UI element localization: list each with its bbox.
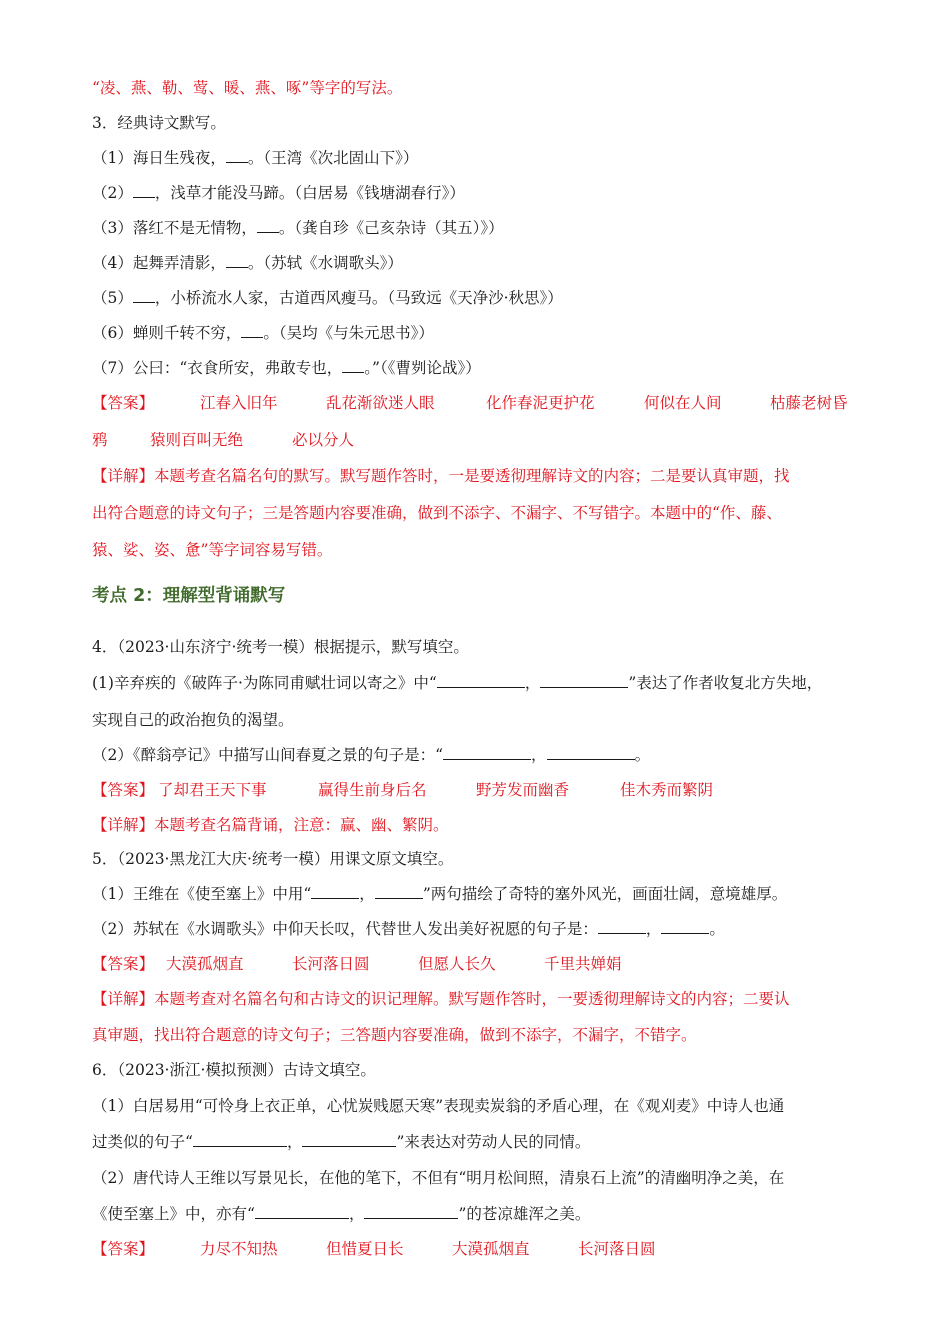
q6-2-text: 《使至塞上》中，亦有“: [92, 1205, 255, 1223]
q4-title: 4．（2023·山东济宁·统考一模）根据提示，默写填空。: [92, 638, 469, 656]
blank: [364, 1204, 458, 1219]
q3-5-text: ，小桥流水人家，古道西风瘦马。（马致远《天净沙·秋思》）: [154, 289, 563, 307]
answer-item: 千里共婵娟: [544, 955, 622, 973]
comma: ，: [524, 674, 541, 692]
q3-item-4: [92, 253, 858, 273]
q6-item-2: （2）唐代诗人王维以写景见长，在他的笔下，不但有“明月松间照，清泉石上流”的清幽明净之美，在: [92, 1169, 785, 1187]
q4-2-text: （2）《醉翁亭记》中描写山间春夏之景的句子是：“: [92, 746, 444, 764]
blank: [547, 745, 635, 760]
q3-7-text: （7）公曰：“衣食所安，弗敢专也，: [92, 359, 343, 377]
q3-4-text: （4）起舞弄清影，: [92, 254, 226, 272]
q5-2-text: （2）苏轼在《水调歌头》中仰天长叹，代替世人发出美好祝愿的句子是：: [92, 920, 598, 938]
q6-title: 6．（2023·浙江·模拟预测）古诗文填空。: [92, 1061, 376, 1079]
answer-item: 但惜夏日长: [326, 1240, 404, 1258]
answer-tag: 【答案】: [92, 394, 155, 412]
q4-detail: 【详解】本题考查名篇背诵，注意：赢、幽、繁阴。: [92, 816, 449, 834]
q4-answer: [92, 780, 858, 800]
answer-item: 力尽不知热: [200, 1240, 278, 1258]
answer-item: 长河落日圆: [292, 955, 370, 973]
blank: [133, 183, 155, 198]
q3-detail-3: 猿、娑、姿、惫”等字词容易写错。: [92, 541, 333, 559]
blank: [193, 1132, 287, 1147]
answer-item: 乱花渐欲迷人眼: [326, 394, 435, 412]
blank: [437, 673, 525, 688]
q5-1-text: （1）王维在《使至塞上》中用“: [92, 885, 312, 903]
blank: [375, 884, 423, 899]
q5-item-1: [92, 884, 858, 904]
q3-detail-1: 【详解】本题考查名篇名句的默写。默写题作答时，一是要透彻理解诗文的内容；二是要认真审题，找: [92, 467, 790, 485]
q3-6-text: （6）蝉则千转不穷，: [92, 324, 242, 342]
q5-1-text-end: ”两句描绘了奇特的塞外风光，画面壮阔，意境雄厚。: [422, 885, 788, 903]
period: 。: [709, 920, 725, 938]
blank: [342, 358, 364, 373]
q6-item-1: （1）白居易用“可怜身上衣正单，心忧炭贱愿天寒”表现卖炭翁的矛盾心理，在《观刈麦》中诗人也通: [92, 1097, 785, 1115]
q4-1-text-end: ”表达了作者收复北方失地，: [628, 674, 823, 692]
answer-item: 佳木秀而繁阴: [620, 781, 714, 799]
answer-item: 猿则百叫无绝: [150, 431, 244, 449]
answer-item: 了却君王天下事: [158, 781, 267, 799]
q3-item-2: [92, 183, 858, 203]
q5-detail-2: 真审题，找出符合题意的诗文句子；三答题内容要准确，做到不添字，不漏字，不错字。: [92, 1026, 697, 1044]
answer-item: 鸦: [92, 431, 108, 449]
q3-item-7: [92, 358, 858, 378]
q3-detail-2: 出符合题意的诗文句子；三是答题内容要准确，做到不添字、不漏字、不写错字。本题中的“作、藤、: [92, 504, 782, 522]
comma: ，: [286, 1133, 303, 1151]
answer-item: 长河落日圆: [578, 1240, 656, 1258]
answer-tag: 【答案】: [92, 1240, 155, 1258]
q3-title: 3．经典诗文默写。: [92, 114, 226, 132]
period: 。: [634, 746, 651, 764]
answer-tag: 【答案】: [92, 781, 155, 799]
q4-item-1-cont: 实现自己的政治抱负的渴望。: [92, 711, 294, 729]
answer-item: 何似在人间: [644, 394, 722, 412]
blank: [255, 1204, 349, 1219]
q3-5-num: （5）: [92, 289, 133, 307]
q3-item-1: [92, 148, 858, 168]
q5-answer: [92, 954, 858, 974]
q5-title: 5．（2023·黑龙江大庆·统考一模）用课文原文填空。: [92, 850, 454, 868]
q5-item-2: [92, 919, 858, 939]
q3-2-num: （2）: [92, 184, 133, 202]
blank: [540, 673, 628, 688]
comma: ，: [359, 885, 375, 903]
q3-3-source: 。（龚自珍《己亥杂诗（其五）》）: [278, 219, 504, 237]
blank: [443, 745, 531, 760]
blank: [241, 323, 263, 338]
blank: [598, 919, 646, 934]
answer-item: 但愿人长久: [418, 955, 496, 973]
answer-item: 野芳发而幽香: [476, 781, 570, 799]
blank: [302, 1132, 396, 1147]
blank: [226, 253, 248, 268]
q3-2-text: ，浅草才能没马蹄。（白居易《钱塘湖春行》）: [154, 184, 465, 202]
comma: ，: [531, 746, 547, 764]
blank: [133, 288, 155, 303]
answer-item: 化作春泥更护花: [486, 394, 595, 412]
blank: [226, 148, 248, 163]
comma: ，: [348, 1205, 365, 1223]
q6-1-text: 过类似的句子“: [92, 1133, 193, 1151]
q3-item-6: [92, 323, 858, 343]
answer-item: 枯藤老树昏: [770, 394, 848, 412]
blank: [311, 884, 359, 899]
answer-item: 江春入旧年: [200, 394, 278, 412]
answer-item: 赢得生前身后名: [318, 781, 427, 799]
q3-6-source: 。（吴均《与朱元思书》）: [263, 324, 434, 342]
q6-1-text-end: ”来表达对劳动人民的同情。: [396, 1133, 591, 1151]
section-heading: 考点 2：理解型背诵默写: [92, 586, 286, 606]
q3-3-text: （3）落红不是无情物，: [92, 219, 257, 237]
answer-item: 必以分人: [292, 431, 355, 449]
q3-4-source: 。（苏轼《水调歌头》）: [247, 254, 403, 272]
q6-item-2-cont: [92, 1204, 858, 1224]
comma: ，: [645, 920, 662, 938]
q3-7-source: 。”（《曹刿论战》）: [364, 359, 481, 377]
q4-item-2: [92, 745, 858, 765]
q4-item-1: [92, 673, 858, 693]
line-q2-tail: “凌、燕、勒、莺、暖、燕、啄”等字的写法。: [92, 79, 403, 97]
q4-1-text: (1)辛弃疾的《破阵子·为陈同甫赋壮词以寄之》中“: [92, 674, 437, 692]
q3-1-source: 。（王湾《次北固山下》）: [247, 149, 419, 167]
q3-1-text: （1）海日生残夜，: [92, 149, 226, 167]
q6-answer: [92, 1239, 858, 1259]
blank: [257, 218, 279, 233]
q3-answer: [92, 393, 858, 413]
q6-item-1-cont: [92, 1132, 858, 1152]
answer-item: 大漠孤烟直: [452, 1240, 530, 1258]
q3-item-5: [92, 288, 858, 308]
q5-detail-1: 【详解】本题考查对名篇名句和古诗文的识记理解。默写题作答时，一要透彻理解诗文的内容；二要认: [92, 990, 790, 1008]
answer-tag: 【答案】: [92, 955, 155, 973]
blank: [661, 919, 709, 934]
q3-item-3: [92, 218, 858, 238]
q6-2-text-end: ”的苍凉雄浑之美。: [458, 1205, 591, 1223]
answer-item: 大漠孤烟直: [166, 955, 244, 973]
